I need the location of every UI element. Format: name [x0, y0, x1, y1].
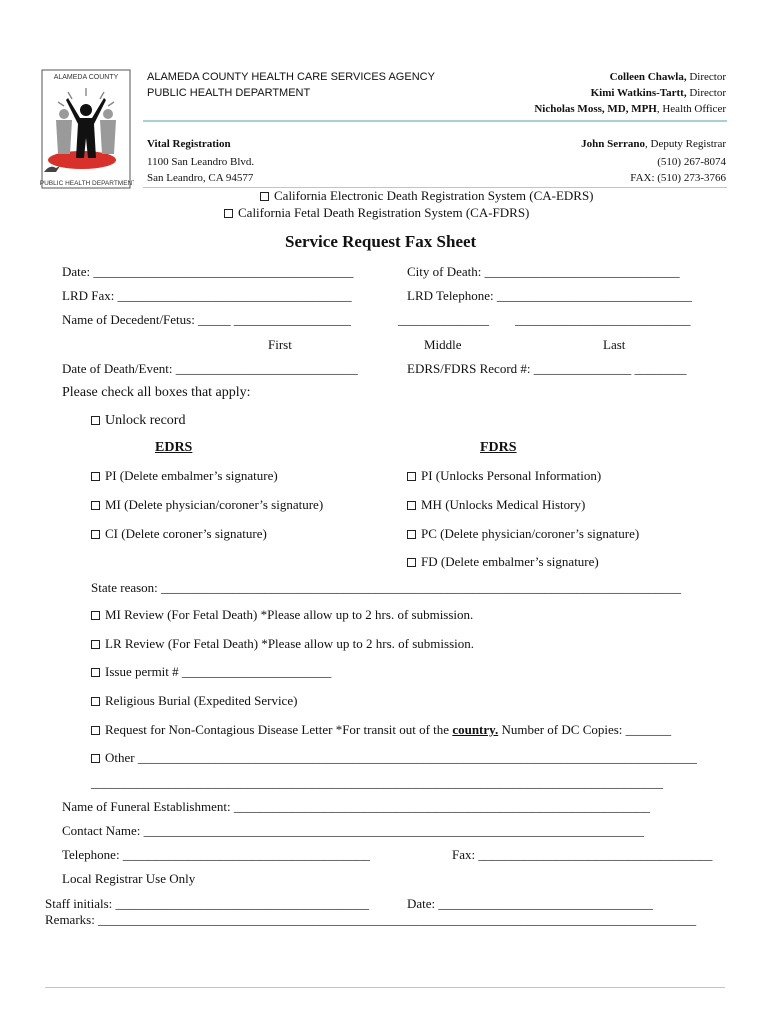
issue-permit-checkbox[interactable] — [91, 668, 100, 677]
lr-review-option[interactable] — [91, 636, 474, 652]
registrar-title: , Deputy Registrar — [645, 138, 726, 150]
mi-review-option[interactable] — [91, 607, 473, 623]
deputy-registrar — [581, 138, 726, 150]
footer-divider — [45, 987, 725, 988]
date2-field[interactable]: Date: _________________________________ — [407, 896, 653, 911]
edrs-system-label: California Electronic Death Registration System (CA-EDRS) — [274, 188, 594, 203]
noncontagious-letter-checkbox[interactable] — [91, 726, 100, 735]
edrs-ci-label: CI (Delete coroner’s signature) — [105, 526, 267, 541]
religious-burial-label: Religious Burial (Expedited Service) — [105, 693, 298, 708]
remarks-field[interactable]: Remarks: ____________________________________________________________________________________________ — [45, 912, 697, 927]
staff-initials-field[interactable]: Staff initials: _______________________________________ — [45, 896, 370, 911]
decedent-middle-field[interactable]: ______________ — [398, 312, 489, 327]
fdrs-mh-checkbox[interactable] — [407, 501, 416, 510]
agency-name: ALAMEDA COUNTY HEALTH CARE SERVICES AGENCY — [147, 71, 435, 83]
fdrs-heading: FDRS — [480, 440, 517, 455]
department-name: PUBLIC HEALTH DEPARTMENT — [147, 87, 311, 99]
issue-permit-label: Issue permit # _______________________ — [105, 664, 332, 679]
phone-number: (510) 267-8074 — [657, 156, 726, 168]
fdrs-pi-option[interactable] — [407, 468, 601, 484]
address-line2: San Leandro, CA 94577 — [147, 172, 254, 184]
lrd-fax-field[interactable]: LRD Fax: ____________________________________ — [62, 288, 352, 303]
edrs-pi-option[interactable] — [91, 468, 278, 484]
fdrs-pi-label: PI (Unlocks Personal Information) — [421, 468, 602, 483]
fdrs-pc-label: PC (Delete physician/coroner’s signature) — [421, 526, 640, 541]
unlock-record-checkbox[interactable] — [91, 416, 100, 425]
noncontagious-label-pre: Request for Non-Contagious Disease Letter *For transit out of the — [105, 722, 453, 737]
edrs-system-checkbox[interactable] — [260, 192, 269, 201]
edrs-mi-checkbox[interactable] — [91, 501, 100, 510]
funeral-establishment-field[interactable]: Name of Funeral Establishment: ________________________________________________________________ — [62, 799, 650, 814]
logo-graphic — [38, 68, 134, 190]
noncontagious-country: country. — [452, 722, 499, 737]
address-line1: 1100 San Leandro Blvd. — [147, 156, 255, 168]
edrs-ci-checkbox[interactable] — [91, 530, 100, 539]
director1-name: Colleen Chawla, — [609, 71, 687, 83]
mi-review-label: MI Review (For Fetal Death) *Please allow up to 2 hrs. of submission. — [105, 607, 474, 622]
fdrs-system-label: California Fetal Death Registration System (CA-FDRS) — [238, 205, 530, 220]
edrs-heading: EDRS — [155, 440, 193, 455]
religious-burial-option[interactable] — [91, 693, 297, 709]
noncontagious-letter-option[interactable] — [91, 722, 671, 738]
record-number-field[interactable]: EDRS/FDRS Record #: _______________ ________ — [407, 361, 687, 376]
form-title: Service Request Fax Sheet — [285, 232, 477, 251]
edrs-ci-option[interactable] — [91, 526, 267, 542]
middle-caption: Middle — [424, 337, 462, 352]
state-reason-field[interactable]: State reason: ________________________________________________________________________________ — [91, 580, 682, 595]
logo-top-text: ALAMEDA COUNTY — [53, 74, 119, 81]
city-of-death-field[interactable]: City of Death: ______________________________ — [407, 264, 680, 279]
office-name: Vital Registration — [147, 138, 231, 150]
edrs-mi-option[interactable] — [91, 497, 323, 513]
director2-name: Kimi Watkins-Tartt, — [590, 87, 687, 99]
edrs-system-option[interactable] — [260, 188, 594, 204]
fdrs-mh-option[interactable] — [407, 497, 585, 513]
last-caption: Last — [603, 337, 626, 352]
other-option[interactable] — [91, 750, 697, 766]
director2-title: Director — [686, 87, 726, 99]
other-checkbox[interactable] — [91, 754, 100, 763]
fax-number: FAX: (510) 273-3766 — [630, 172, 726, 184]
dc-copies-field[interactable]: Number of DC Copies: _______ — [498, 722, 672, 737]
health-officer — [534, 103, 726, 115]
header-divider — [143, 120, 727, 122]
fdrs-fd-checkbox[interactable] — [407, 558, 416, 567]
officer-name: Nicholas Moss, MD, MPH — [534, 103, 657, 115]
fdrs-system-option[interactable] — [224, 205, 529, 221]
fax-field[interactable]: Fax: ____________________________________ — [452, 847, 713, 862]
mi-review-checkbox[interactable] — [91, 611, 100, 620]
fdrs-system-checkbox[interactable] — [224, 209, 233, 218]
other-label: Other ______________________________________________________________________________________ — [105, 750, 697, 765]
contact-name-field[interactable]: Contact Name: _____________________________________________________________________________ — [62, 823, 645, 838]
lr-review-checkbox[interactable] — [91, 640, 100, 649]
director1-title: Director — [686, 71, 726, 83]
edrs-mi-label: MI (Delete physician/coroner’s signature) — [105, 497, 324, 512]
date-field[interactable]: Date: ________________________________________ — [62, 264, 354, 279]
officer-title: , Health Officer — [656, 103, 726, 115]
fdrs-mh-label: MH (Unlocks Medical History) — [421, 497, 586, 512]
unlock-record-label: Unlock record — [105, 413, 186, 428]
fdrs-fd-option[interactable] — [407, 554, 599, 570]
first-caption: First — [268, 337, 292, 352]
other-line-2[interactable]: ________________________________________________________________________________________ — [91, 775, 663, 790]
fdrs-pc-option[interactable] — [407, 526, 639, 542]
decedent-first-field[interactable]: Name of Decedent/Fetus: _____ __________________ — [62, 312, 351, 327]
lrd-telephone-field[interactable]: LRD Telephone: ______________________________ — [407, 288, 692, 303]
decedent-last-field[interactable]: ___________________________ — [515, 312, 691, 327]
edrs-pi-checkbox[interactable] — [91, 472, 100, 481]
lr-review-label: LR Review (For Fetal Death) *Please allow up to 2 hrs. of submission. — [105, 636, 475, 651]
date-of-death-field[interactable]: Date of Death/Event: ____________________________ — [62, 361, 358, 376]
fdrs-fd-label: FD (Delete embalmer’s signature) — [421, 554, 599, 569]
county-logo — [38, 68, 134, 190]
director2 — [591, 87, 726, 99]
local-registrar-heading: Local Registrar Use Only — [62, 871, 196, 886]
check-all-instruction: Please check all boxes that apply: — [62, 385, 251, 400]
edrs-pi-label: PI (Delete embalmer’s signature) — [105, 468, 278, 483]
fdrs-pi-checkbox[interactable] — [407, 472, 416, 481]
director1 — [610, 71, 726, 83]
telephone-field[interactable]: Telephone: ______________________________________ — [62, 847, 370, 862]
religious-burial-checkbox[interactable] — [91, 697, 100, 706]
logo-bottom-text: PUBLIC HEALTH DEPARTMENT — [39, 180, 134, 187]
unlock-record-option[interactable] — [91, 413, 185, 429]
fdrs-pc-checkbox[interactable] — [407, 530, 416, 539]
registrar-name: John Serrano — [581, 138, 646, 150]
issue-permit-option[interactable] — [91, 664, 331, 680]
